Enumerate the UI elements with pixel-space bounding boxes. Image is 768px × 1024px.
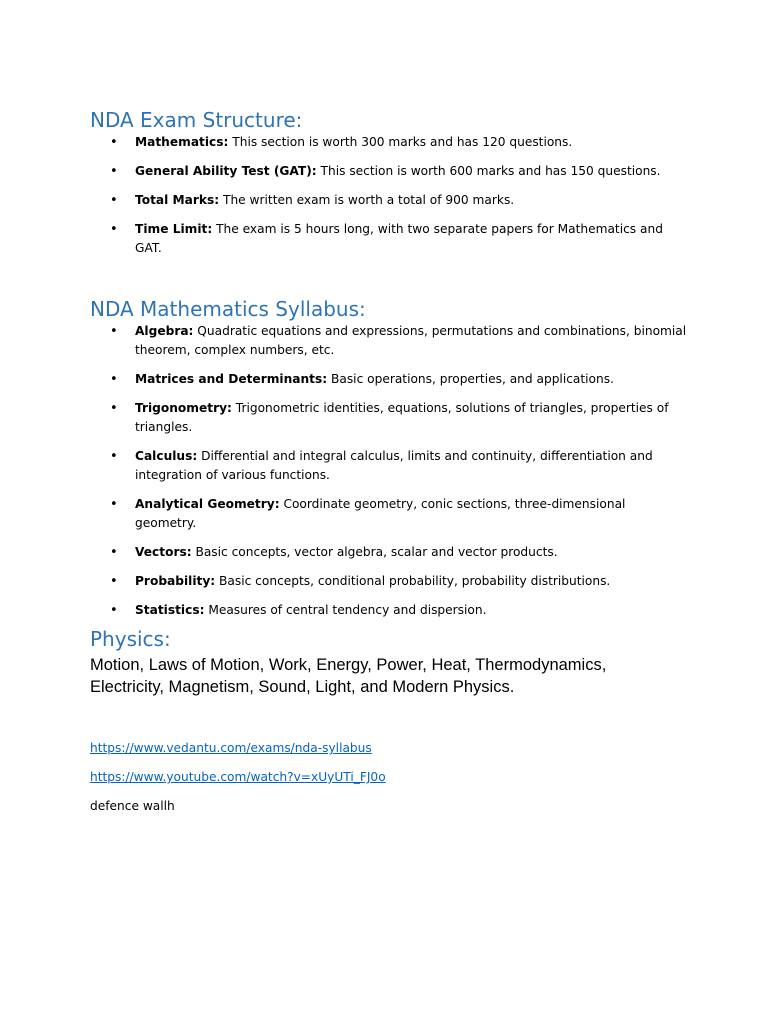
list-item-term: General Ability Test (GAT):	[135, 164, 317, 178]
list-item-term: Total Marks:	[135, 193, 220, 207]
list-item-text: Trigonometric identities, equations, solutions of triangles, properties of triangles.	[135, 401, 669, 434]
list-item	[90, 601, 690, 620]
list-item-term: Algebra:	[135, 324, 194, 338]
exam-structure-list	[90, 133, 690, 268]
list-item	[90, 220, 690, 258]
list-item-term: Calculus:	[135, 449, 198, 463]
list-item-term: Probability:	[135, 574, 216, 588]
list-item	[90, 447, 690, 485]
list-item-text: The written exam is worth a total of 900 marks.	[219, 193, 515, 207]
list-item-term: Vectors:	[135, 545, 192, 559]
list-item-term: Matrices and Determinants:	[135, 372, 328, 386]
list-item	[90, 399, 690, 437]
list-item	[90, 495, 690, 533]
physics-heading: Physics:	[90, 627, 171, 651]
list-item-term: Mathematics:	[135, 135, 229, 149]
list-item-text: Differential and integral calculus, limits and continuity, differentiation and integration of various functions.	[135, 449, 653, 482]
list-item-text: Measures of central tendency and dispersion.	[204, 603, 487, 617]
list-item	[90, 322, 690, 360]
list-item	[90, 133, 690, 152]
list-item-text: Basic concepts, vector algebra, scalar and vector products.	[191, 545, 558, 559]
vedantu-syllabus-link[interactable]: https://www.vedantu.com/exams/nda-syllabus	[90, 741, 372, 755]
list-item-term: Trigonometry:	[135, 401, 232, 415]
list-item	[90, 543, 690, 562]
list-item-term: Analytical Geometry:	[135, 497, 280, 511]
note-text: defence wallh	[90, 799, 175, 813]
list-item	[90, 162, 690, 181]
list-item	[90, 572, 690, 591]
math-syllabus-list	[90, 322, 690, 630]
list-item-term: Time Limit:	[135, 222, 213, 236]
list-item-term: Statistics:	[135, 603, 205, 617]
list-item-text: Quadratic equations and expressions, permutations and combinations, binomial theorem, complex numbers, etc.	[135, 324, 687, 357]
list-item	[90, 370, 690, 389]
math-syllabus-heading: NDA Mathematics Syllabus:	[90, 297, 366, 321]
list-item-text: This section is worth 300 marks and has 120 questions.	[228, 135, 573, 149]
youtube-video-link[interactable]: https://www.youtube.com/watch?v=xUyUTi_FJ0o	[90, 770, 386, 784]
list-item-text: This section is worth 600 marks and has 150 questions.	[316, 164, 661, 178]
list-item-text: The exam is 5 hours long, with two separate papers for Mathematics and GAT.	[135, 222, 663, 255]
list-item-text: Basic concepts, conditional probability, probability distributions.	[215, 574, 611, 588]
list-item-text: Coordinate geometry, conic sections, three-dimensional geometry.	[135, 497, 626, 530]
physics-topics-text: Motion, Laws of Motion, Work, Energy, Power, Heat, Thermodynamics, Electricity, Magnetism, Sound, Light, and Modern Physics.	[90, 656, 607, 696]
list-item	[90, 191, 690, 210]
list-item-text: Basic operations, properties, and applications.	[327, 372, 614, 386]
exam-structure-heading: NDA Exam Structure:	[90, 108, 303, 132]
